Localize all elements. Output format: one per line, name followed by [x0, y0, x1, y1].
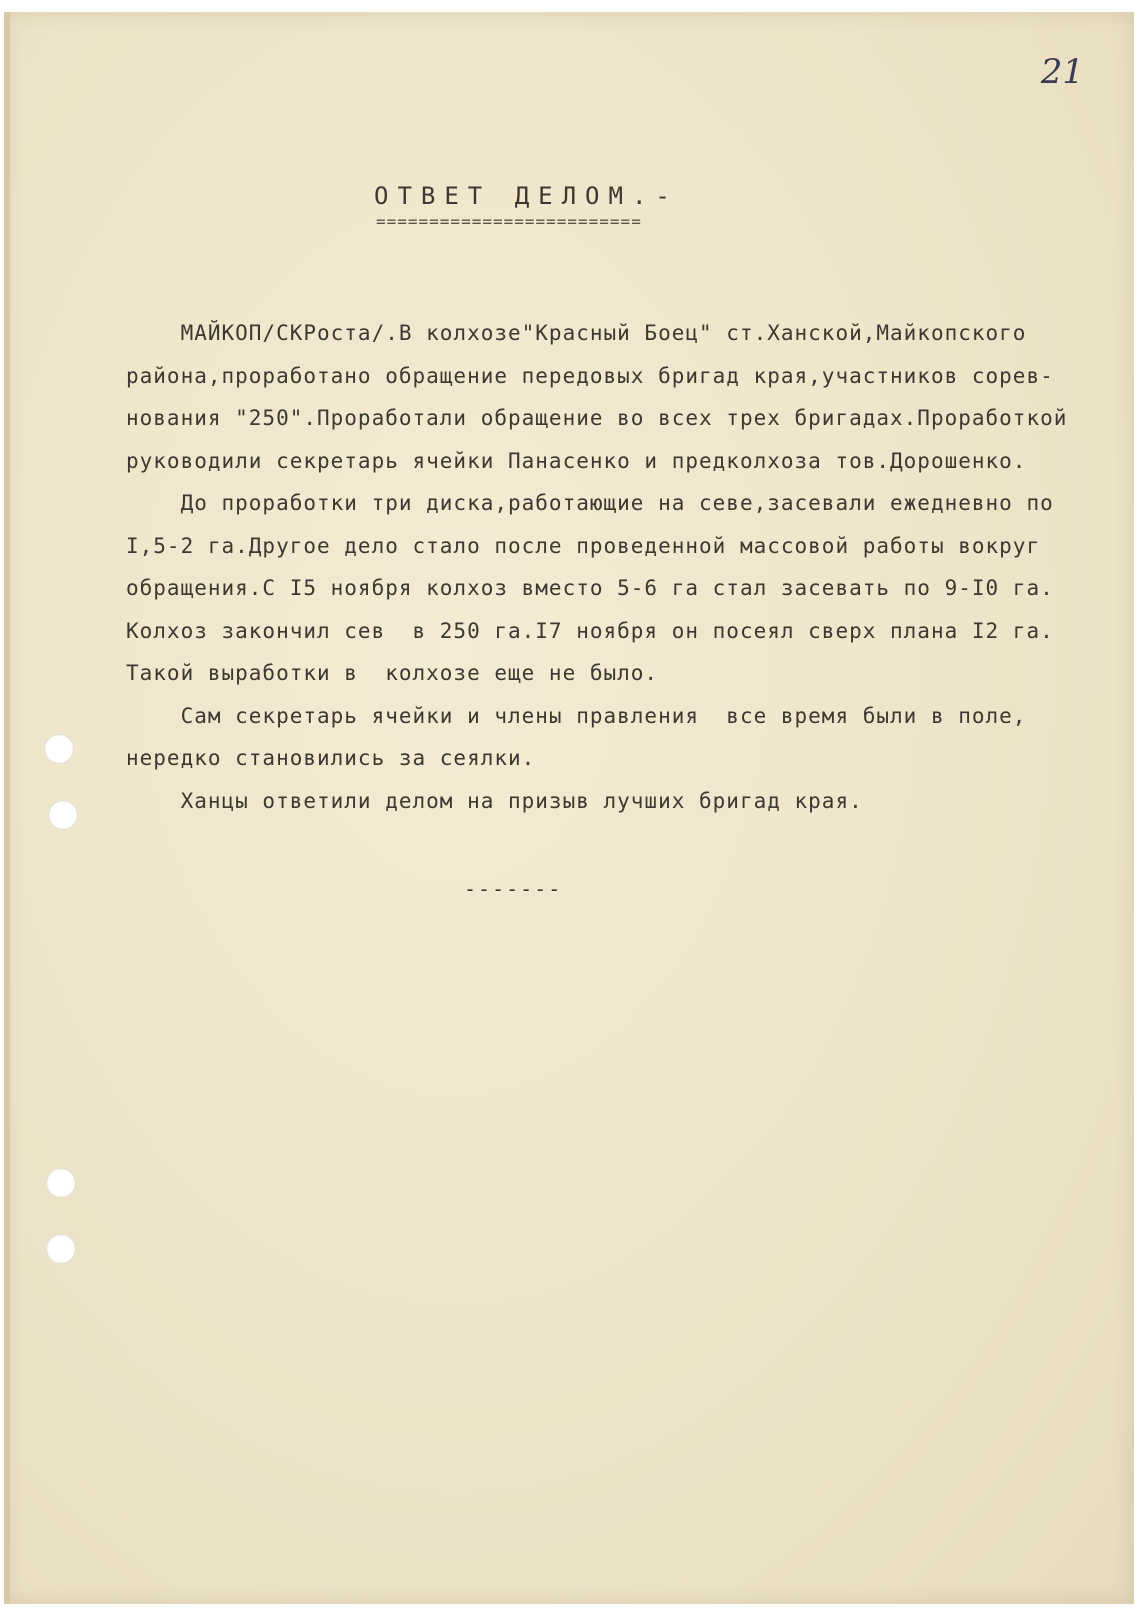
punch-hole [46, 1168, 76, 1198]
body-line: обращения.С I5 ноября колхоз вместо 5-6 га стал засевать по 9-I0 га. [126, 576, 1054, 600]
title-underline: ========================= [376, 212, 642, 231]
document-page [4, 12, 1134, 1604]
body-line: Сам секретарь ячейки и члены правления все время были в поле, [126, 703, 1027, 728]
page-edge [4, 12, 10, 1604]
document-title: ОТВЕТ ДЕЛОМ.- [374, 182, 679, 210]
body-line: района,проработано обращение передовых бригад края,участников сорев- [126, 363, 1054, 388]
body-line: МАЙКОП/СКРоста/.В колхозе"Красный Боец" ст.Ханской,Майкопского [126, 321, 1027, 345]
body-line: руководили секретарь ячейки Панасенко и предколхоза тов.Дорошенко. [126, 448, 1027, 473]
punch-hole [46, 1234, 76, 1264]
body-line: Ханцы ответили делом на призыв лучших бригад края. [126, 788, 863, 813]
document-body [126, 312, 1106, 822]
punch-hole [48, 800, 78, 830]
punch-hole [44, 734, 74, 764]
handwritten-page-number: 21 [1040, 52, 1084, 92]
body-line: Такой выработки в колхозе еще не было. [126, 661, 659, 685]
body-line: I,5-2 га.Другое дело стало после проведенной массовой работы вокруг [126, 533, 1041, 558]
body-line: Колхоз закончил сев в 250 га.I7 ноября он посеял сверх плана I2 га. [126, 618, 1054, 643]
body-line: До проработки три диска,работающие на севе,засевали ежедневно по [126, 491, 1054, 515]
end-mark: ------- [464, 877, 563, 901]
body-line: нередко становились за сеялки. [126, 746, 536, 770]
body-line: нования "250".Проработали обращение во всех трех бригадах.Проработкой [126, 406, 1068, 430]
